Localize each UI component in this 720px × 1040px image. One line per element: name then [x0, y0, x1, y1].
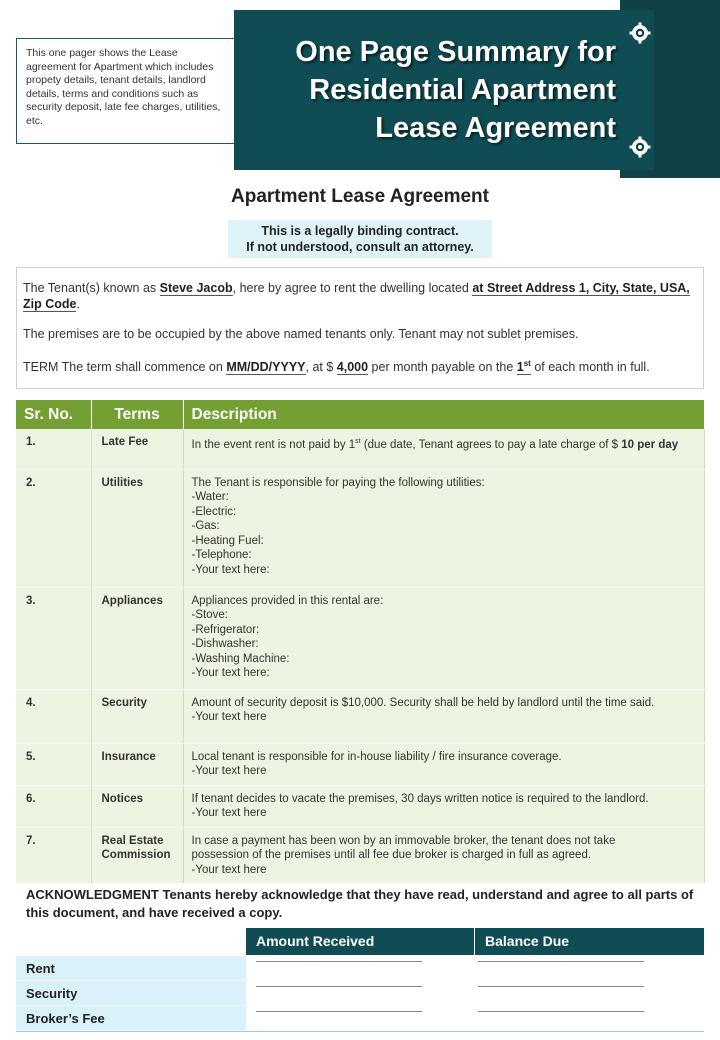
header-banner — [234, 10, 654, 170]
page-title-line-2: Residential Apartment — [309, 74, 616, 106]
desc-line: In case a payment has been won by an immovable broker, the tenant does not take — [191, 834, 616, 847]
table-row — [16, 785, 704, 827]
desc-line: -Gas: — [191, 520, 220, 532]
row-term: Utilities — [91, 469, 183, 587]
fees-bottom-divider — [16, 1031, 704, 1032]
row-term-line: Commission — [101, 849, 171, 861]
intro-text: This one pager shows the Lease agreement for Apartment which includes propety details, tenant details, landlord details, terms and conditions such as security deposit, late fee charges, utilities, etc. — [26, 47, 221, 127]
desc-line: -Stove: — [191, 609, 228, 621]
payment-day — [517, 360, 531, 375]
page-title — [295, 33, 616, 147]
tenant-paragraph — [23, 280, 697, 312]
legal-notice-line-1: This is a legally binding contract. — [261, 224, 459, 238]
gear-icon — [629, 22, 651, 44]
desc-line: -Heating Fuel: — [191, 534, 264, 547]
row-number: 6. — [16, 785, 91, 827]
term-text: of each month in full. — [530, 360, 650, 375]
row-description — [183, 785, 704, 827]
term-paragraph — [23, 356, 697, 375]
acknowledgment-text: ACKNOWLEDGMENT Tenants hereby acknowledge that they have read, understand and agree to all parts of this document, and have received a copy. — [26, 887, 694, 920]
table-row — [16, 469, 704, 587]
row-term: Insurance — [91, 743, 183, 785]
term-text: TERM The term shall commence on — [23, 360, 227, 375]
row-number: 3. — [16, 587, 91, 689]
row-description — [183, 689, 704, 743]
occupancy-paragraph: The premises are to be occupied by the above named tenants only. Tenant may not sublet premises. — [23, 327, 579, 341]
table-row — [16, 587, 704, 689]
row-number: 4. — [16, 689, 91, 743]
legal-notice-line-2: If not understood, consult an attorney. — [246, 240, 474, 254]
desc-line: -Your text here: — [191, 667, 270, 679]
row-number: 1. — [16, 429, 91, 469]
term-text: , at $ — [305, 360, 337, 375]
desc-text: (due date, Tenant agrees to pay a late charge of $ — [360, 438, 622, 451]
row-term-line: Real Estate — [101, 834, 164, 847]
row-term — [91, 827, 183, 884]
gear-icon — [629, 136, 651, 158]
desc-line: -Water: — [191, 491, 229, 503]
desc-line: If tenant decides to vacate the premises, 30 days written notice is required to the landlord. — [191, 792, 649, 805]
terms-table — [16, 400, 705, 884]
tenant-text: The Tenant(s) known as — [23, 281, 160, 295]
fee-row-security: Security — [16, 981, 246, 1006]
row-term: Late Fee — [91, 429, 183, 469]
header-terms: Terms — [91, 400, 183, 429]
row-term: Notices — [91, 785, 183, 827]
row-description — [183, 827, 704, 884]
desc-line: The Tenant is responsible for paying the following utilities: — [191, 476, 485, 489]
row-description — [183, 429, 704, 469]
row-description — [183, 469, 704, 587]
desc-line: Amount of security deposit is $10,000. Security shall be held by landlord until the time said. — [191, 696, 655, 709]
row-description — [183, 743, 704, 785]
amount-security-line[interactable] — [256, 986, 422, 987]
monthly-rent: 4,000 — [336, 360, 369, 375]
page-title-line-1: One Page Summary for — [295, 36, 616, 68]
tenant-text: . — [76, 297, 80, 311]
terms-table-header — [16, 400, 704, 429]
desc-line: -Your text here — [191, 765, 267, 777]
header-amount-received: Amount Received — [246, 928, 474, 955]
balance-rent-line[interactable] — [478, 961, 644, 962]
desc-sup: st — [355, 438, 361, 445]
desc-text: In the event rent is not paid by 1 — [191, 438, 356, 451]
amount-brokers-fee-line[interactable] — [256, 1011, 422, 1012]
row-number: 5. — [16, 743, 91, 785]
page-title-line-3: Lease Agreement — [375, 112, 616, 144]
start-date: MM/DD/YYYY — [226, 360, 306, 375]
table-row — [16, 689, 704, 743]
row-term: Appliances — [91, 587, 183, 689]
intro-description-box — [16, 38, 236, 144]
balance-brokers-fee-line[interactable] — [478, 1011, 644, 1012]
desc-line: Appliances provided in this rental are: — [191, 594, 384, 607]
balance-security-line[interactable] — [478, 986, 644, 987]
desc-line: -Dishwasher: — [191, 638, 259, 650]
desc-line: -Washing Machine: — [191, 652, 290, 665]
late-fee-amount: 10 per day — [621, 438, 679, 451]
fee-row-rent: Rent — [16, 956, 246, 981]
fee-row-brokers-fee: Broker’s Fee — [16, 1006, 246, 1031]
desc-line: -Telephone: — [191, 549, 252, 561]
desc-line: -Electric: — [191, 505, 237, 518]
document-title: Apartment Lease Agreement — [231, 186, 489, 207]
tenant-name: Steve Jacob — [159, 281, 233, 295]
payment-day-number: 1 — [516, 360, 524, 375]
desc-line: -Your text here: — [191, 563, 270, 576]
header-description: Description — [183, 400, 704, 429]
property-address: at Street Address 1, City, State, USA, Zip Code — [23, 281, 690, 311]
row-number: 2. — [16, 469, 91, 587]
legal-notice — [228, 220, 492, 258]
desc-line: possession of the premises until all fee due broker is charged in full as agreed. — [191, 849, 592, 861]
desc-line: Local tenant is responsible for in-house liability / fire insurance coverage. — [191, 750, 562, 763]
header-sr-no: Sr. No. — [16, 400, 91, 429]
row-term: Security — [91, 689, 183, 743]
table-row — [16, 827, 704, 884]
term-text: per month payable on the — [368, 360, 517, 375]
table-row — [16, 743, 704, 785]
desc-line: -Your text here — [191, 711, 267, 723]
table-row — [16, 429, 704, 469]
row-number: 7. — [16, 827, 91, 884]
desc-line: -Refrigerator: — [191, 623, 260, 636]
tenant-text: , here by agree to rent the dwelling located — [232, 281, 473, 295]
desc-line: -Your text here — [191, 863, 267, 876]
row-description — [183, 587, 704, 689]
desc-line: -Your text here — [191, 807, 267, 819]
amount-rent-line[interactable] — [256, 961, 422, 962]
tenancy-details-box — [16, 267, 704, 389]
header-balance-due: Balance Due — [475, 928, 704, 955]
payment-day-suffix: st — [523, 359, 531, 368]
